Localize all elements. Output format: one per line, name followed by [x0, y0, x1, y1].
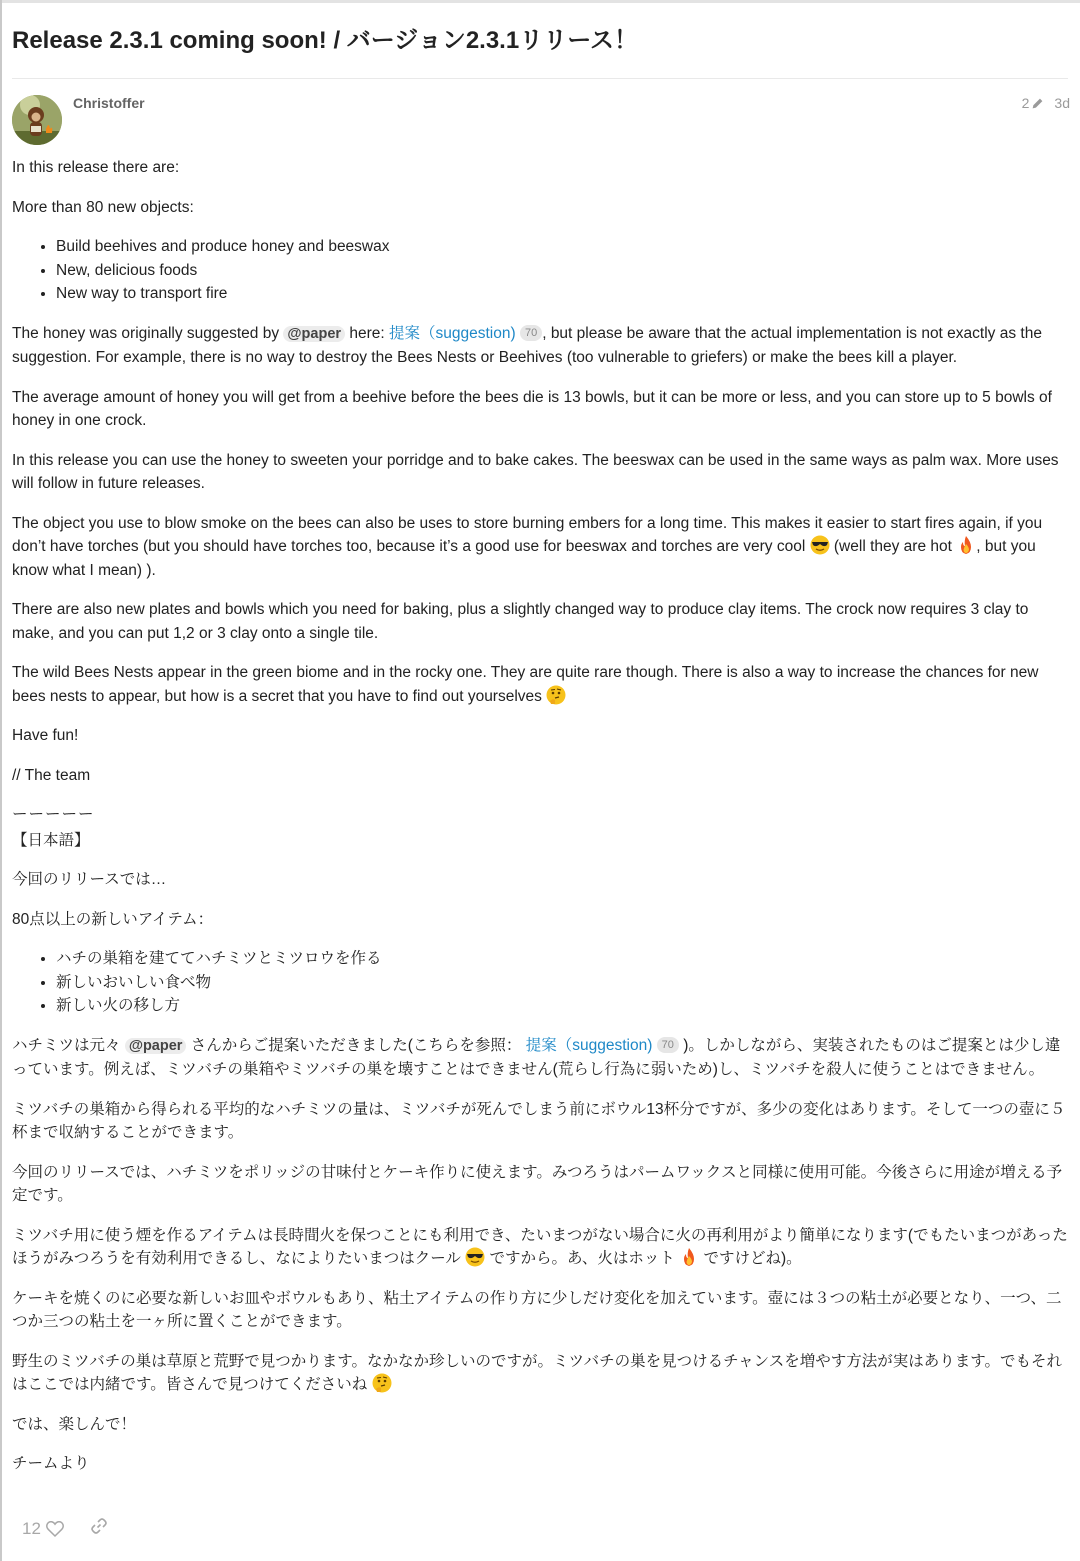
list-item: • 新しいおいしい食べ物	[56, 971, 1070, 995]
sunglasses-emoji-icon	[465, 1247, 485, 1267]
en-objects-heading: More than 80 new objects:	[12, 198, 194, 216]
share-link-button[interactable]	[89, 1516, 109, 1541]
link-icon[interactable]	[89, 1516, 109, 1536]
thinking-emoji-icon	[546, 685, 566, 705]
text: , but you know what I mean) ).	[12, 538, 1036, 579]
ja-signoff: チームより	[12, 1455, 90, 1472]
text: ミツバチ用に使う煙を作るアイテムは長時間火を保つことにも利用でき、たいまつがない場合に火の再利用がより簡単になります(でもたいまつがあったほうがみつろうを有効利用できるし、なによりたいまつはクール	[12, 1226, 1068, 1267]
suggestion-link[interactable]: 提案（suggestion)	[389, 324, 516, 342]
en-plates-paragraph: There are also new plates and bowls which you need for baking, plus a slightly changed way to produce clay items. The crock now requires 3 clay to make, and you can put 1,2 or 3 clay onto a single tile.	[12, 601, 1029, 642]
author-avatar[interactable]	[12, 95, 62, 145]
fire-emoji-icon	[956, 535, 976, 555]
ja-wild-paragraph	[12, 1350, 1070, 1397]
list-item: • Build beehives and produce honey and beeswax	[56, 235, 1070, 259]
language-divider: ーーーーー	[12, 806, 95, 823]
en-uses-paragraph: In this release you can use the honey to sweeten your porridge and to bake cakes. The beeswax can be used in the same ways as palm wax. More uses will follow in future releases.	[12, 451, 1059, 492]
edit-count[interactable]: 2	[1021, 95, 1030, 111]
en-feature-list	[12, 235, 1070, 306]
en-signoff: // The team	[12, 766, 91, 784]
user-mention[interactable]: @paper	[125, 1038, 187, 1054]
pencil-icon[interactable]	[1031, 97, 1044, 110]
text: The honey was originally suggested by	[12, 324, 284, 342]
en-average-paragraph: The average amount of honey you will get from a beehive before the bees die is 13 bowls, but it can be more or less, and you can store up to 5 bowls of honey in one crock.	[12, 388, 1052, 429]
suggestion-link[interactable]: 提案（suggestion)	[525, 1036, 653, 1054]
text: The wild Bees Nests appear in the green biome and in the rocky one. They are quite rare though. There is also a way to increase the chances for new bees nests to appear, but how is a secret that you have to find out yourselves	[12, 664, 1039, 705]
window-top-edge	[0, 0, 1080, 3]
post-body	[12, 156, 1070, 1492]
post-age[interactable]: 3d	[1054, 95, 1070, 111]
text: The object you use to blow smoke on the bees can also be uses to store burning embers for a long time. This makes it easier to start fires again, if you don’t have torches (but you should have torches too, because it’s a good use for beeswax and torches are very cool	[12, 514, 1043, 555]
text: here:	[345, 324, 389, 342]
author-name[interactable]: Christoffer	[73, 95, 145, 111]
text: 野生のミツバチの巣は草原と荒野で見つかります。なかなか珍しいのですが。ミツバチの巣を見つけるチャンスを増やす方法が実はあります。でもそれはここでは内緒です。皆さんで見つけてくださいね	[12, 1352, 1062, 1393]
ja-average-paragraph: ミツバチの巣箱から得られる平均的なハチミツの量は、ミツバチが死んでしまう前にボウル13杯分ですが、多少の変化はあります。そして一つの壺に５杯まで収納することができます。	[12, 1100, 1066, 1141]
text: )。しかしながら、実装されたものはご提案とは少し違っています。例えば、ミツバチの巣箱やミツバチの巣を壊すことはできません(荒らし行為に弱いため)し、ミツバチを殺人に使うことはできません。	[12, 1036, 1061, 1078]
list-item: • New, delicious foods	[56, 259, 1070, 283]
link-click-count: 70	[520, 325, 542, 341]
ja-plates-paragraph: ケーキを焼くのに必要な新しいお皿やボウルもあり、粘土アイテムの作り方に少しだけ変化を加えています。壺には３つの粘土が必要となり、一つ、二つか三つの粘土を一ヶ所に置くことができます。	[12, 1289, 1062, 1330]
ja-uses-paragraph: 今回のリリースでは、ハチミツをポリッジの甘味付とケーキ作りに使えます。みつろうはパームワックスと同様に使用可能。今後さらに用途が増える予定です。	[12, 1163, 1063, 1204]
text: ハチミツは元々	[12, 1036, 125, 1054]
sunglasses-emoji-icon	[810, 535, 830, 555]
list-item: • New way to transport fire	[56, 282, 1070, 306]
text: ですから。あ、火はホット	[485, 1250, 680, 1267]
topic-title[interactable]: Release 2.3.1 coming soon! / バージョン2.3.1リリース！	[12, 27, 638, 54]
thinking-emoji-icon	[372, 1373, 392, 1393]
ja-intro: 今回のリリースでは…	[12, 871, 167, 888]
user-mention[interactable]: @paper	[283, 326, 345, 342]
en-smoke-paragraph	[12, 512, 1070, 583]
fire-emoji-icon	[679, 1247, 699, 1267]
ja-smoke-paragraph	[12, 1224, 1070, 1271]
like-count[interactable]: 12	[22, 1518, 41, 1538]
en-have-fun: Have fun!	[12, 727, 79, 744]
text: ですけどね)。	[699, 1250, 802, 1267]
title-divider	[12, 78, 1068, 79]
list-item: • ハチの巣箱を建ててハチミツとミツロウを作る	[56, 947, 1070, 971]
ja-heading: 【日本語】	[12, 831, 90, 849]
like-button[interactable]	[22, 1519, 65, 1539]
link-click-count: 70	[657, 1037, 679, 1053]
text: (well they are hot	[829, 538, 957, 555]
window-left-edge	[0, 0, 2, 1561]
heart-icon[interactable]	[45, 1519, 65, 1539]
en-honey-paragraph	[12, 322, 1070, 370]
en-wild-paragraph	[12, 661, 1070, 708]
list-item: • 新しい火の移し方	[56, 994, 1070, 1018]
post-actions	[22, 1516, 109, 1541]
en-intro: In this release there are:	[12, 159, 180, 176]
ja-objects-heading: 80点以上の新しいアイテム：	[12, 910, 214, 928]
ja-honey-paragraph	[12, 1034, 1070, 1082]
monkey-avatar-icon	[12, 95, 62, 145]
ja-feature-list	[12, 947, 1070, 1018]
text: さんからご提案いただきました(こちらを参照：	[186, 1036, 526, 1054]
post-meta	[1022, 95, 1070, 111]
text: , but please be aware that the actual implementation is not exactly as the suggestion. For example, there is no way to destroy the Bees Nests or Beehives (too vulnerable to griefers) or make the bees kill a player.	[12, 324, 1042, 366]
ja-have-fun: では、楽しんで！	[12, 1415, 137, 1433]
